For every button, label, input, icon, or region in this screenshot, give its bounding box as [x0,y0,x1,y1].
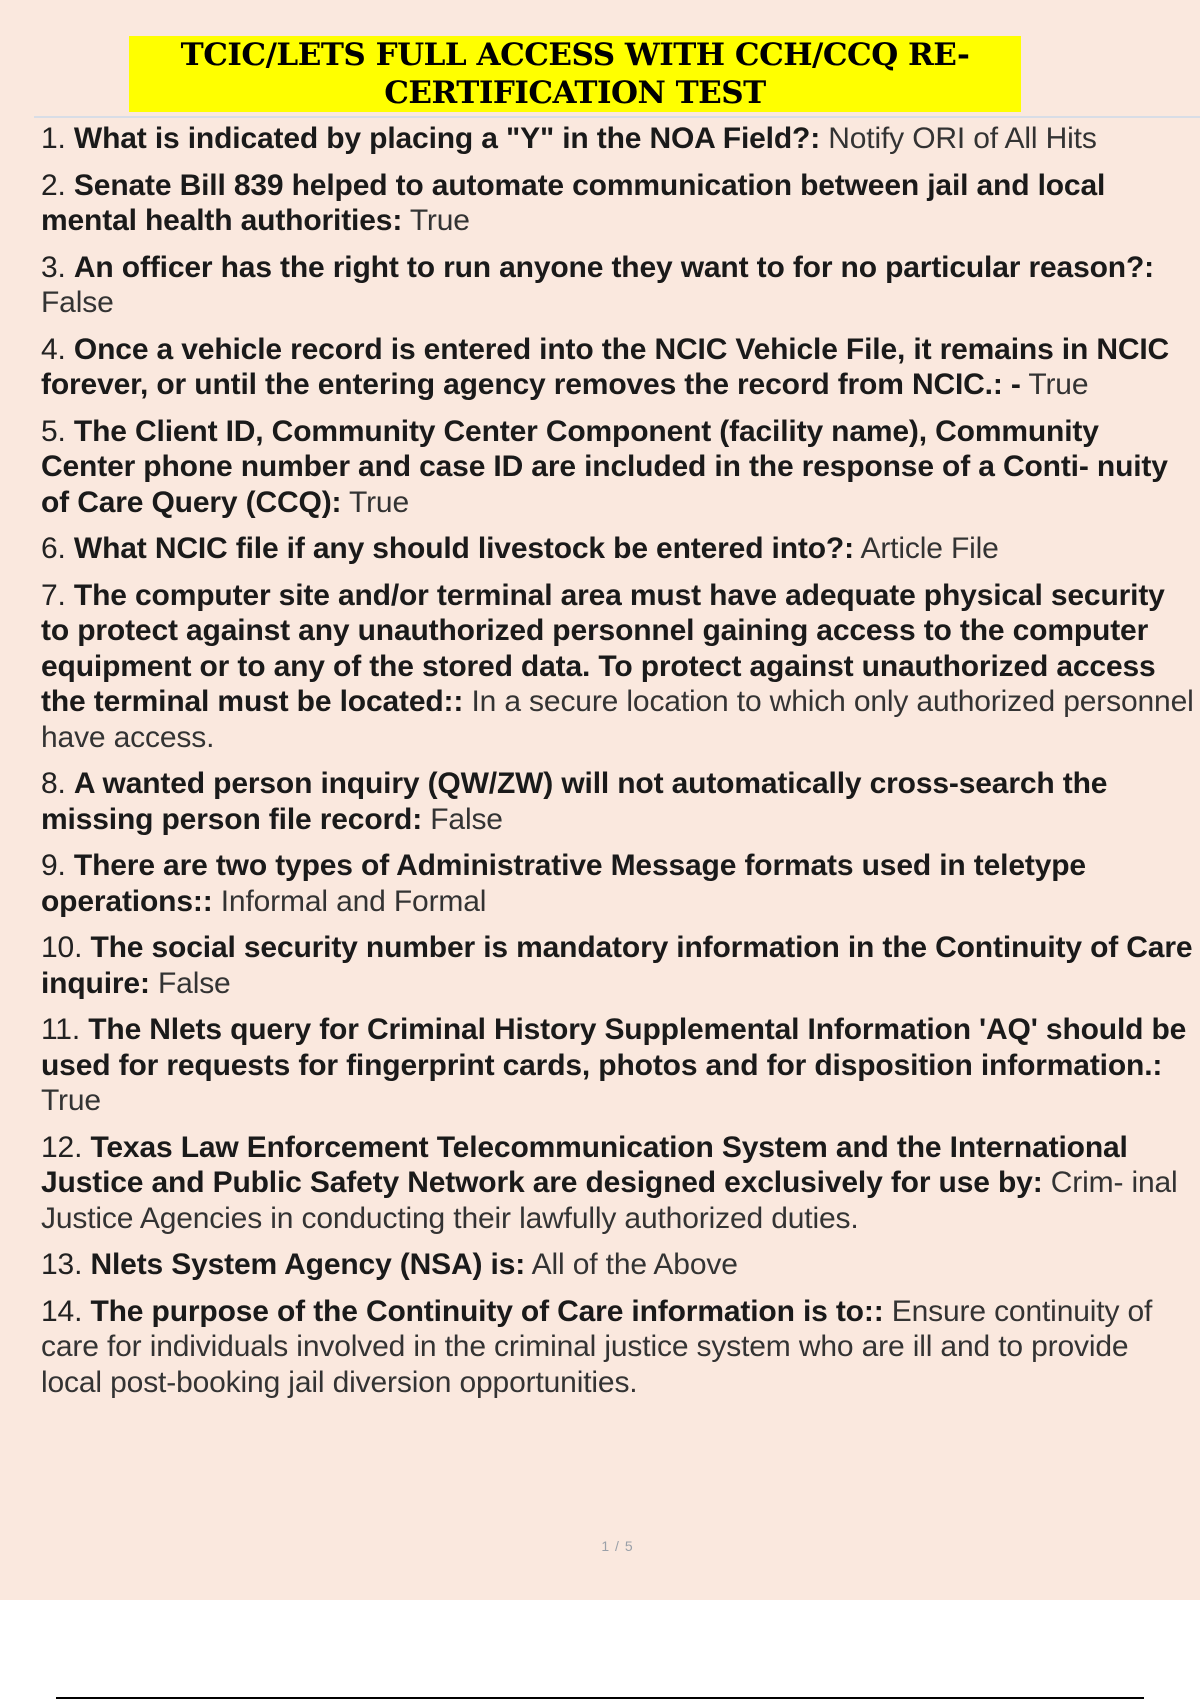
question-text: A wanted person inquiry (QW/ZW) will not automatically cross-search the missing person file record: [41,767,1108,836]
question-number: 10. [41,931,83,964]
question-text: An officer has the right to run anyone they want to for no particular reason?: [73,250,1154,284]
answer-text: In a secure location to which only authorized personnel have access. [41,685,1194,754]
question-list [41,121,1196,1411]
question-item-2 [41,168,1196,239]
question-text: The purpose of the Continuity of Care information is to:: [90,1294,884,1328]
question-item-13 [41,1247,1196,1283]
page-indicator: 1 / 5 [601,1538,634,1554]
question-item-12 [41,1130,1196,1237]
bottom-divider [56,1697,1144,1699]
question-number: 8. [41,767,66,800]
question-item-8 [41,766,1196,837]
answer-text: Crim- inal Justice Agencies in conducting their lawfully authorized duties. [41,1166,1178,1235]
document-header [0,36,1200,116]
question-number: 9. [41,849,66,882]
question-text: Nlets System Agency (NSA) is: [90,1248,526,1281]
answer-text: Article File [860,532,999,565]
question-number: 3. [41,250,66,284]
question-item-9 [41,848,1196,919]
question-text: The Client ID, Community Center Component (facility name), Community Center phone number and case ID are included in the response of a Conti- nuity of Care Query (CCQ): [41,414,1168,519]
question-item-14 [41,1294,1196,1401]
answer-text: Notify ORI of All Hits [828,122,1097,155]
question-number: 7. [41,578,66,612]
question-item-10 [41,930,1196,1001]
answer-text: All of the Above [531,1248,738,1281]
question-text: The Nlets query for Criminal History Supplemental Information 'AQ' should be used for requests for fingerprint cards, photos and for disposition information.: [41,1013,1187,1082]
question-item-1 [41,121,1196,157]
question-number: 5. [41,414,66,448]
answer-text: Informal and Formal [220,884,487,918]
question-text: What is indicated by placing a "Y" in the NOA Field?: [73,122,821,155]
question-item-3 [41,250,1196,321]
question-number: 4. [41,332,66,366]
question-number: 12. [41,1130,83,1164]
answer-text: True [349,485,410,519]
question-item-5 [41,414,1196,521]
question-text: The computer site and/or terminal area must have adequate physical security to protect against any unauthorized personnel gaining access to the computer equipment or to any of the stored data. To protect against unauthorized access the terminal must be located:: [41,578,1165,718]
question-text: The social security number is mandatory information in the Continuity of Care inquire: [41,931,1193,1000]
question-number: 2. [41,168,66,202]
question-text: There are two types of Administrative Message formats used in teletype operations:: [41,849,1086,918]
question-item-4 [41,332,1196,403]
answer-text: False [157,966,231,1000]
question-text: Senate Bill 839 helped to automate communication between jail and local mental health authorities: [41,168,1106,237]
question-item-7 [41,578,1196,756]
question-number: 6. [41,532,66,565]
document-title: TCIC/LETS FULL ACCESS WITH CCH/CCQ RE-CERTIFICATION TEST [129,36,1021,112]
answer-text: False [41,286,114,319]
question-text: What NCIC file if any should livestock be entered into?: [73,532,854,565]
question-item-11 [41,1012,1196,1119]
answer-text: True [41,1084,101,1117]
answer-text: True [409,204,470,237]
question-item-6 [41,531,1196,567]
question-number: 14. [41,1294,83,1328]
question-text: Texas Law Enforcement Telecommunication System and the International Justice and Public Safety Network are designed exclusively for use by: [41,1130,1128,1199]
header-divider [34,116,1200,118]
answer-text: False [430,802,503,836]
answer-text: Ensure continuity of care for individuals involved in the criminal justice system who are ill and to provide local post-booking jail diversion opportunities. [41,1294,1153,1399]
question-number: 13. [41,1248,83,1281]
question-number: 1. [41,122,66,155]
question-number: 11. [41,1013,81,1046]
answer-text: True [1028,368,1089,401]
question-text: Once a vehicle record is entered into the NCIC Vehicle File, it remains in NCIC forever, or until the entering agency removes the record from NCIC.: - [41,332,1170,401]
